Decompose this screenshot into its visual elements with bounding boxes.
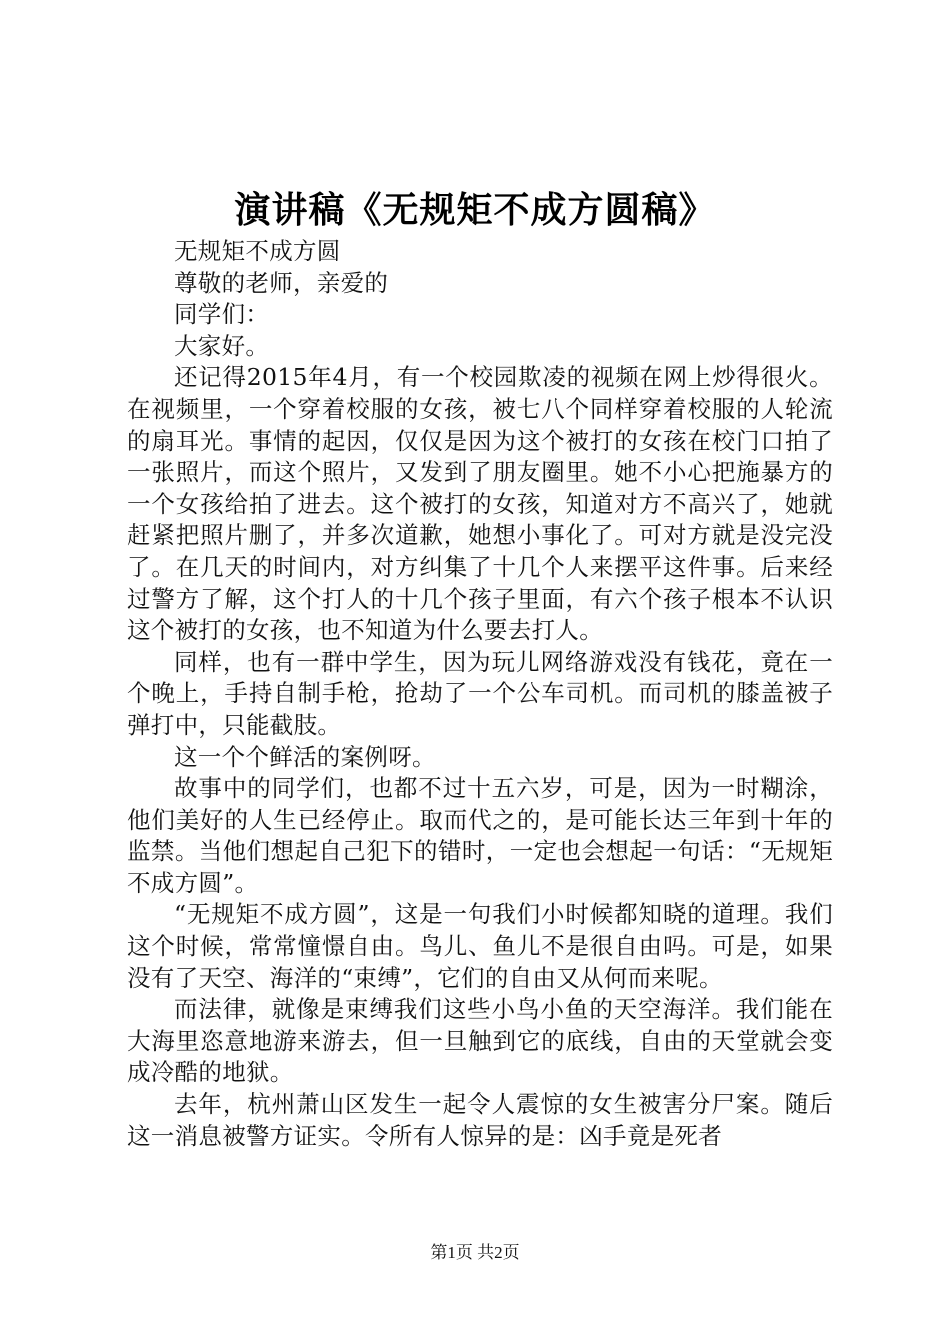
paragraph-body: 同样，也有一群中学生，因为玩儿网络游戏没有钱花，竟在一个晚上，手持自制手枪，抢劫了一个公车司机。而司机的膝盖被子弹打中，只能截肢。 [127, 647, 833, 739]
paragraph-body: 还记得2015年4月，有一个校园欺凌的视频在网上炒得很火。在视频里，一个穿着校服的女孩，被七八个同样穿着校服的人轮流的扇耳光。事情的起因，仅仅是因为这个被打的女孩在校门口拍了一张照片，而这个照片，又发到了朋友圈里。她不小心把施暴方的一个女孩给拍了进去。这个被打的女孩，知道对方不高兴了，她就赶紧把照片删了，并多次道歉，她想小事化了。可对方就是没完没了。在几天的时间内，对方纠集了十几个人来摆平这件事。后来经过警方了解，这个打人的十几个孩子里面，有六个孩子根本不认识这个被打的女孩，也不知道为什么要去打人。 [127, 363, 833, 645]
paragraph-body: 而法律，就像是束缚我们这些小鸟小鱼的天空海洋。我们能在大海里恣意地游来游去，但一旦触到它的底线，自由的天堂就会变成冷酷的地狱。 [127, 995, 833, 1087]
paragraph-body: 去年，杭州萧山区发生一起令人震惊的女生被害分尸案。随后这一消息被警方证实。令所有人惊异的是：凶手竟是死者 [127, 1090, 833, 1150]
paragraph-salutation-2: 同学们： [174, 300, 270, 329]
paragraph-greeting: 大家好。 [174, 331, 270, 360]
document-body [127, 236, 833, 1152]
paragraph-body: “无规矩不成方圆”，这是一句我们小时候都知晓的道理。我们这个时候，常常憧憬自由。鸟儿、鱼儿不是很自由吗。可是，如果没有了天空、海洋的“束缚”，它们的自由又从何而来呢。 [127, 900, 833, 992]
paragraph-heading: 无规矩不成方圆 [174, 237, 341, 265]
paragraph-salutation-1: 尊敬的老师，亲爱的 [174, 268, 389, 297]
paragraph-body: 故事中的同学们，也都不过十五六岁，可是，因为一时糊涂，他们美好的人生已经停止。取而代之的，是可能长达三年到十年的监禁。当他们想起自己犯下的错时，一定也会想起一句话：“无规矩不成方圆”。 [127, 774, 833, 897]
page-number-footer: 第1页 共2页 [430, 1243, 520, 1262]
document-title: 演讲稿《无规矩不成方圆稿》 [234, 189, 716, 231]
paragraph-body: 这一个个鲜活的案例呀。 [174, 742, 436, 771]
